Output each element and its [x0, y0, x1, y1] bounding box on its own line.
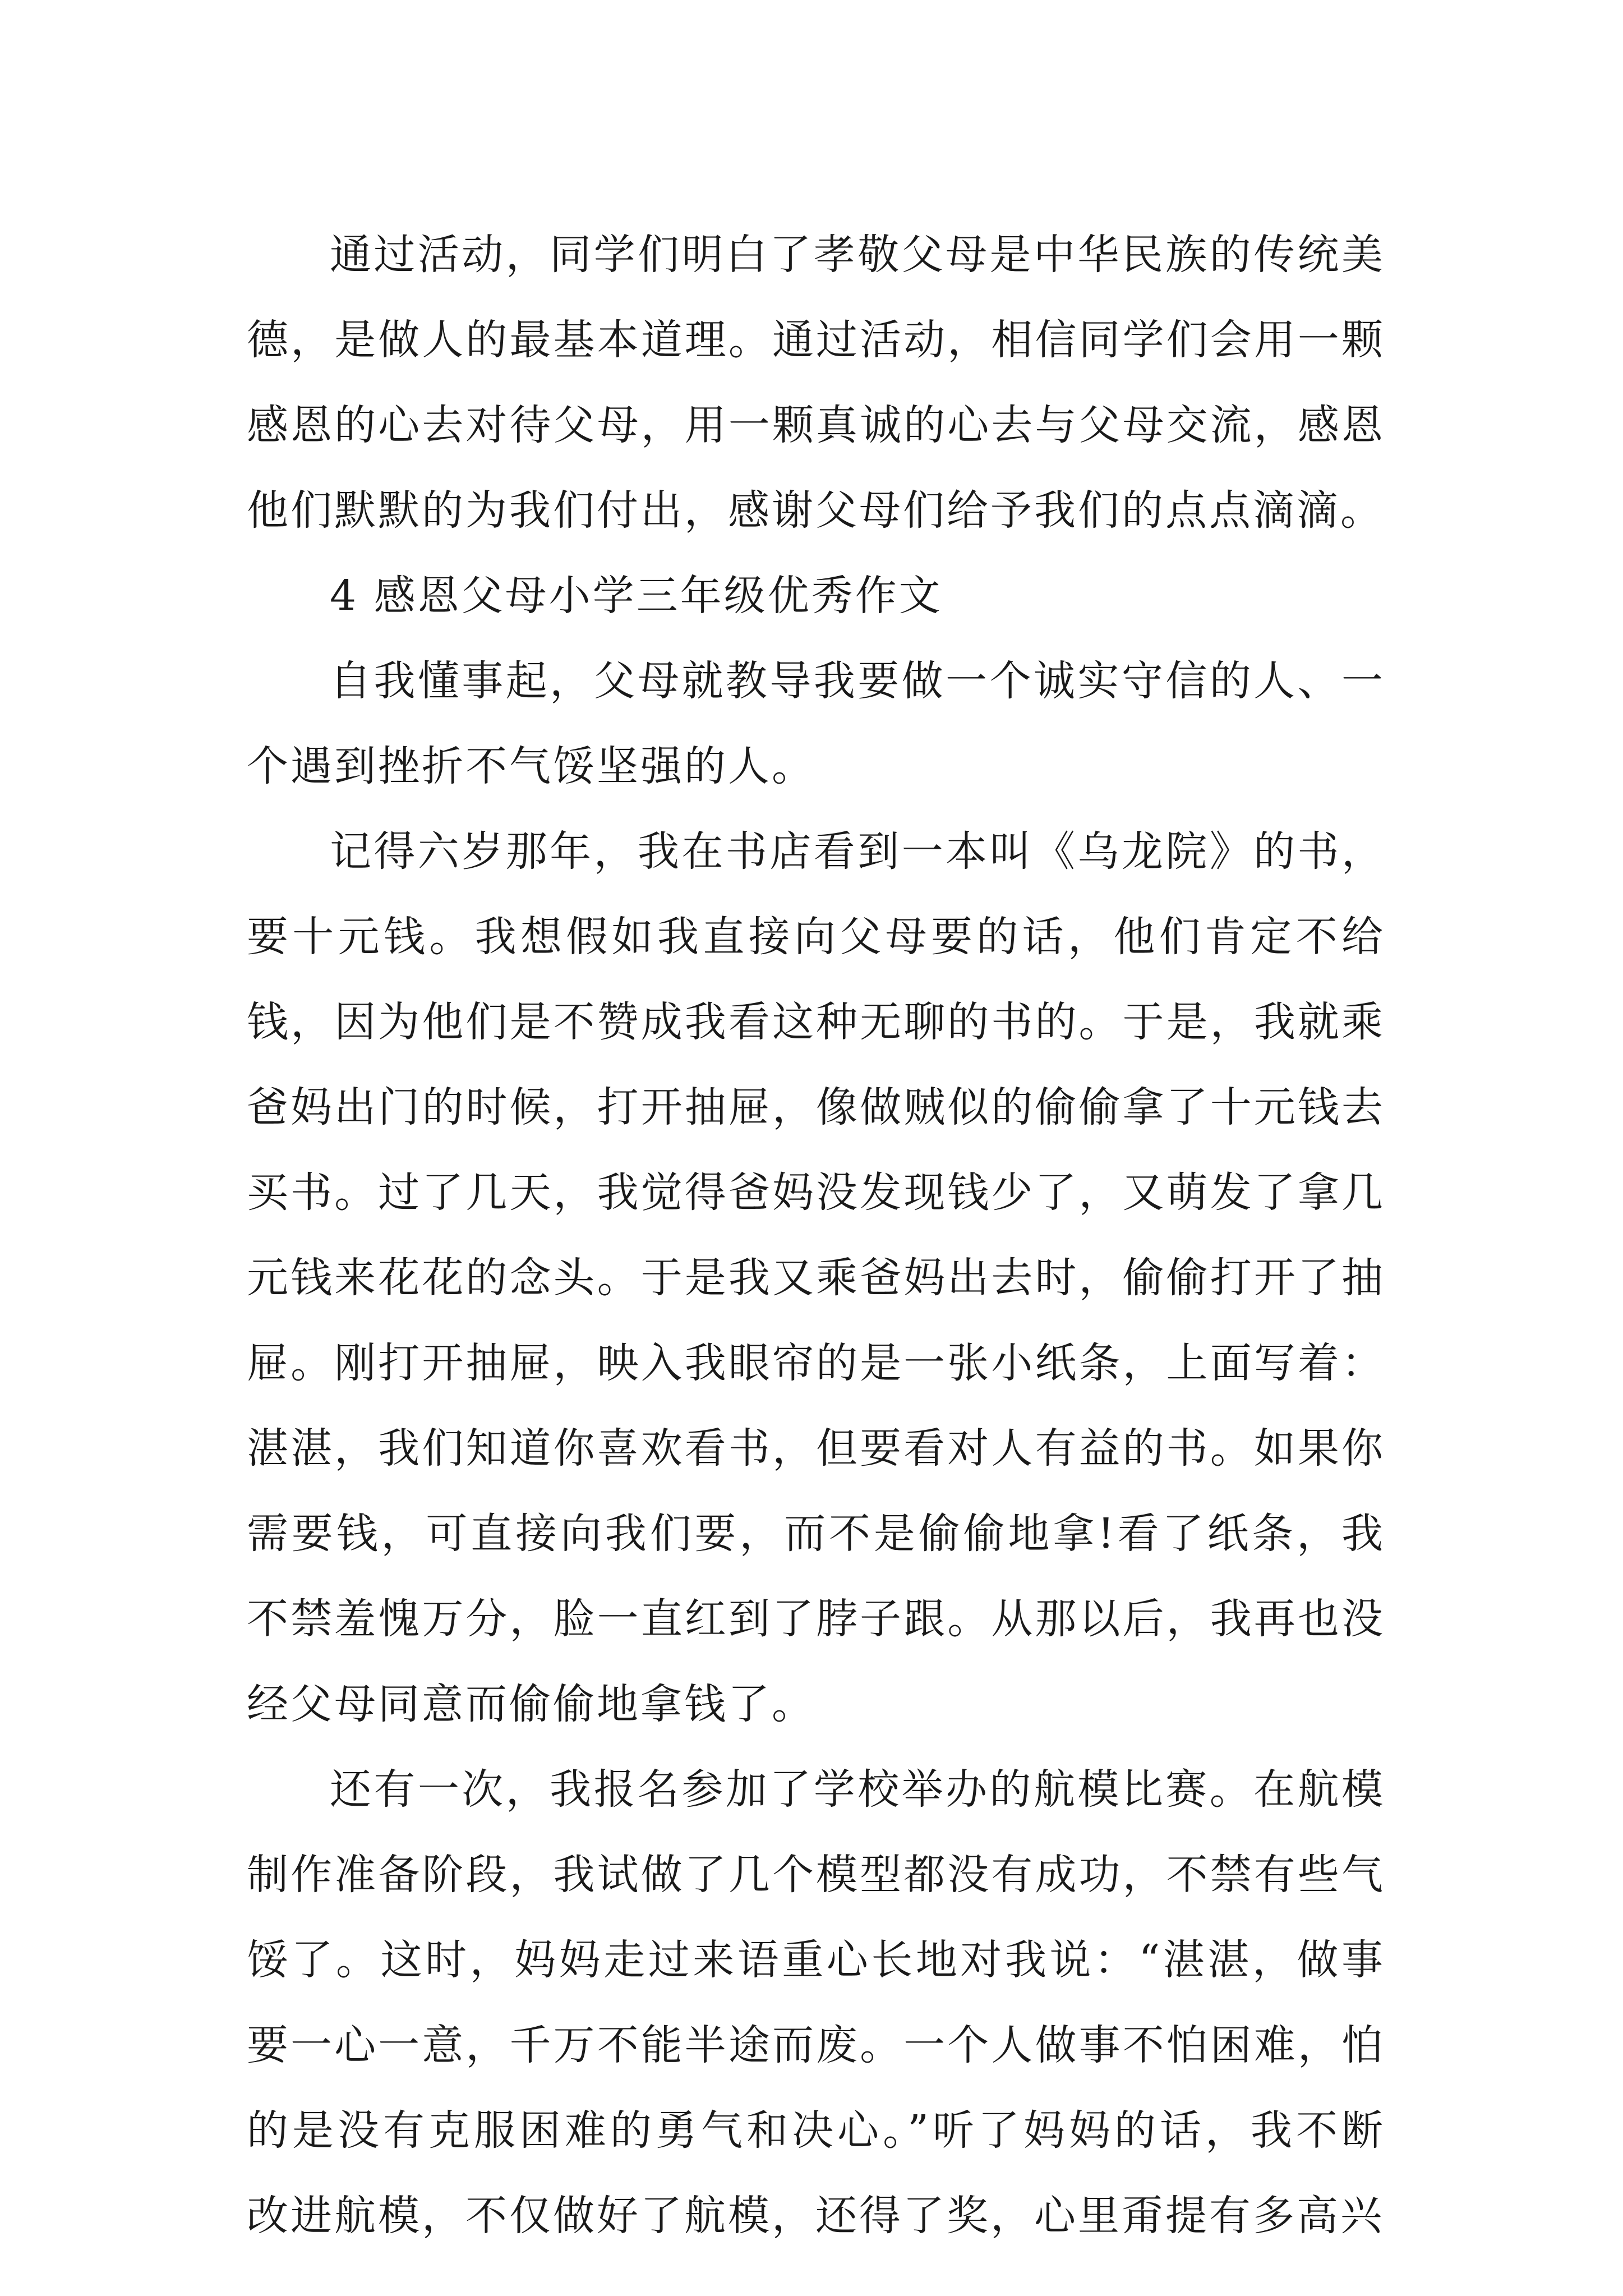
paragraph-activity-summary: 通过活动，同学们明白了孝敬父母是中华民族的传统美德，是做人的最基本道理。通过活动，相信同学们会用一颗感恩的心去对待父母，用一颗真诚的心去与父母交流，感恩他们默默的为我们付出，感谢父母们给予我们的点点滴滴。	[247, 231, 1385, 535]
paragraph-model-contest: 还有一次，我报名参加了学校举办的航模比赛。在航模制作准备阶段，我试做了几个模型都没有成功，不禁有些气馁了。这时，妈妈走过来语重心长地对我说：“湛湛，做事要一心一意，千万不能半途而废。一个人做事不怕困难，怕的是没有克服困难的勇气和决心。”听了妈妈的话，我不断改进航模，不仅做好了航模，还得了奖，心里甭提有多高兴	[247, 1765, 1385, 2240]
paragraph-intro: 自我懂事起，父母就教导我要做一个诚实守信的人、一个遇到挫折不气馁坚强的人。	[247, 657, 1385, 790]
paragraph-money-story: 记得六岁那年，我在书店看到一本叫《乌龙院》的书，要十元钱。我想假如我直接向父母要的话，他们肯定不给钱，因为他们是不赞成我看这种无聊的书的。于是，我就乘爸妈出门的时候，打开抽屉，像做贼似的偷偷拿了十元钱去买书。过了几天，我觉得爸妈没发现钱少了，又萌发了拿几元钱来花花的念头。于是我又乘爸妈出去时，偷偷打开了抽屉。刚打开抽屉，映入我眼帘的是一张小纸条，上面写着：湛湛，我们知道你喜欢看书，但要看对人有益的书。如果你需要钱，可直接向我们要，而不是偷偷地拿!看了纸条，我不禁羞愧万分，脸一直红到了脖子跟。从那以后，我再也没经父母同意而偷偷地拿钱了。	[247, 827, 1385, 1728]
document-body	[247, 212, 1385, 2258]
essay-title: 4 感恩父母小学三年级优秀作文	[330, 572, 943, 620]
